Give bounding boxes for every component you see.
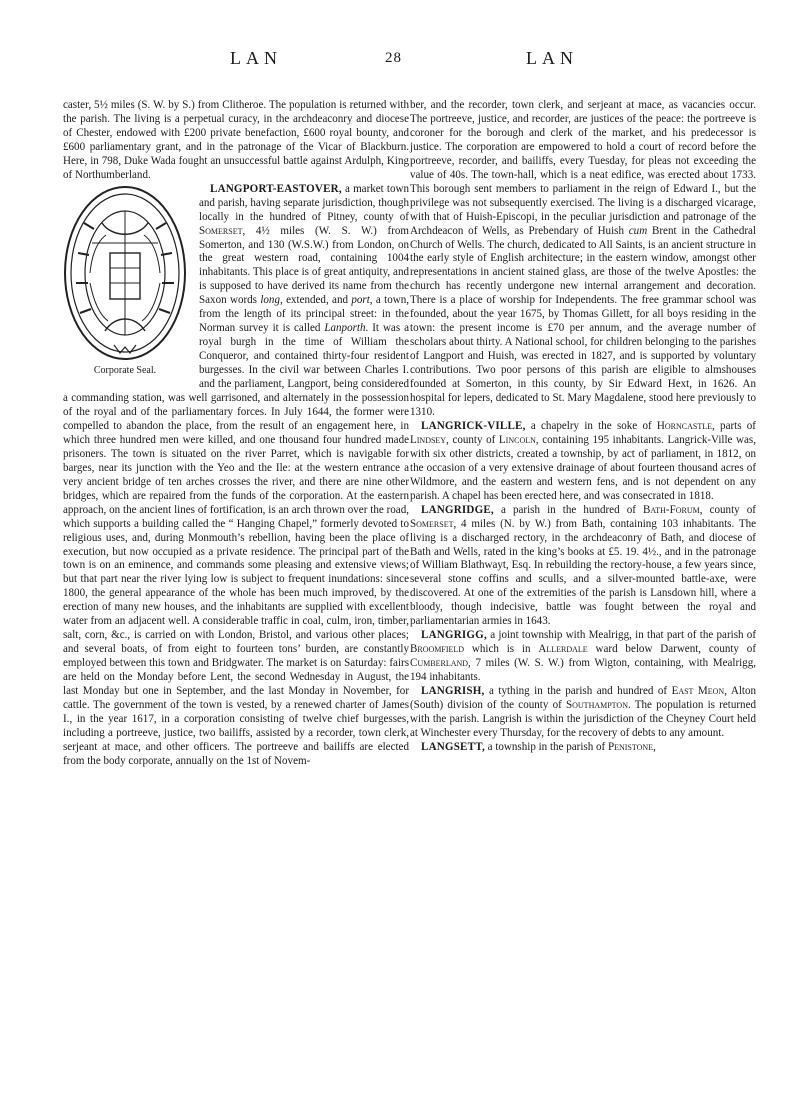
headword-langport: LANGPORT-EASTOVER,: [210, 182, 342, 195]
langport-continuation: ber, and the recorder, town clerk, and serjeant at mace, as vacancies occur. The portreeve, justice, and recorder, are justices of the peace: the portreeve is coroner for the borough and clerk of the market, and his predecessor is justice. The corporation are empowered to hold a court of record before the portreeve, recorder, and bailiffs, every Tuesday, for pleas not exceeding the value of 40s. The town-hall, which is a neat edifice, was erected about 1733. This borough sent members to parliament in the reign of Edward I., but the privilege was not subsequently exercised. The living is a discharged vicarage, with that of Huish-Episcopi, in the peculiar jurisdiction and patronage of the Archdeacon of Wells, as Prebendary of Huish cum Brent in the Cathedral Church of Wells. The church, dedicated to All Saints, is an ancient structure in the early style of English architecture; in the eastern window, amongst other representations in ancient stained glass, are those of the twelve Apostles: the church has recently undergone new internal arrangement and decoration. There is a place of worship for Independents. The free grammar school was founded, about the year 1675, by Thomas Gillett, for all boys residing in the town: the present income is £70 per annum, and the average number of scholars about thirty. A National school, for children belonging to the parishes of Langport and Huish, was erected in 1827, and is supported by voluntary contributions. Two poor persons of this parish are eligible to almshouses founded at Somerton, in this county, by Sir Edward Hext, in 1626. An hospital for lepers, dedicated to St. Mary Magdalene, stood here previously to 1310.: [410, 99, 756, 418]
left-column: [63, 99, 409, 769]
corporate-seal-figure: [59, 183, 191, 379]
entry-langrish: LANGRISH, a tything in the parish and hundred of East Meon, Alton (South) division of the county of Southampton. The population is returned with the parish. Langrish is within the jurisdiction of the Cheyney Court held at Winchester every Thursday, for the recovery of debts to any amount.: [410, 685, 757, 739]
entry-langridge: LANGRIDGE, a parish in the hundred of Bath-Forum, county of Somerset, 4 miles (N. by W.) from Bath, containing 103 inhabitants. The living is a discharged rectory, in the archdeaconry of Bath, and diocese of Bath and Wells, rated in the king’s books at £5. 19. 4½., and in the patronage of William Blathwayt, Esq. In rebuilding the rectory-house, a few years since, several stone coffins and sculls, and a silver-mounted battle-axe, were discovered. At one of the extremities of the parish is Lansdown hill, where a bloody, though indecisive, battle was fought between the royal and parliamentarian armies in 1643.: [410, 503, 756, 628]
headword-langsett: LANGSETT,: [421, 740, 485, 753]
page-number: 28: [385, 50, 402, 66]
headword-langridge: LANGRIDGE,: [421, 503, 494, 516]
headword-langrigg: LANGRIGG,: [421, 629, 487, 642]
entry-langport: LANGPORT-EASTOVER, a market town and parish, having separate jurisdiction, though locally in the hundred of Pitney, county of Somerset, 4½ miles (W. S. W.) from Somerton, and 130 (W.S.W.) from London, on the great western road, containing 1004 inhabitants. This place is of great antiquity, and is supposed to have derived its name from the Saxon words long, extended, and port, a town, from the length of its principal street: in the Norman survey it is called Lanporth. It was a royal burgh in the time of William the Conqueror, and contained thirty-four resident burgesses. In the civil war between Charles I. and the parliament, Langport, being considered a commanding station, was well garrisoned, and alternately in the possession of the royal and of the parliamentary forces. In July 1644, the former were compelled to abandon the place, from the result of an engagement here, in which three hundred men were killed, and one thousand four hundred made prisoners. The town is situated on the river Parret, which is navigable for barges, near its junction with the Yeo and the Ile: at the western entrance a very ancient bridge of ten arches crosses the river, and there are nine other bridges, which are repaired from the funds of the corporation. At the eastern approach, on the ancient lines of fortification, is an arch thrown over the road, which supports a building called the “ Hanging Chapel,” formerly devoted to religious uses, and, during Monmouth’s rebellion, having been the place of execution, but now occupied as a private residence. The principal part of the town is on an eminence, and commands some pleasing and extensive views; but that part near the river lying low is subject to frequent inundations: since 1800, the general appearance of the whole has been much improved, by the erection of many new houses, and the inhabitants are supplied with excellent water from an adjacent well. A considerable traffic in coal, culm, iron, timber, salt, corn, &c., is carried on with London, Bristol, and various other places; and several boats, of from eight to fourteen tons’ burden, are constantly employed between this town and Bridgwater. The market is on Saturday: fairs are held on the Monday before Lent, the second Wednesday in August, the last Monday but one in September, and the last Monday in November, for cattle. The government of the town is vested, by a renewed charter of James I., in the year 1617, in a corporation consisting of twelve chief burgesses, including a portreeve, justice, two bailiffs, assisted by a recorder, town clerk, serjeant at mace, and other officers. The portreeve and bailiffs are elected from the body corporate, annually on the 1st of Novem-: [63, 182, 409, 767]
running-head: [0, 48, 800, 74]
entry-langrigg: LANGRIGG, a joint township with Mealrigg, in that part of the parish of Broomfield which is in Allerdale ward below Darwent, county of Cumberland, 7 miles (W. S. W.) from Wigton, containing, with Mealrigg, 194 inhabitants.: [410, 629, 756, 684]
corporate-seal-icon: [62, 183, 188, 363]
running-head-left: LAN: [230, 48, 282, 68]
headword-langrish: LANGRISH,: [421, 685, 485, 698]
caster-paragraph: caster, 5½ miles (S. W. by S.) from Clitheroe. The population is returned with the parish. The living is a perpetual curacy, in the archdeaconry and diocese of Chester, endowed with £200 private benefaction, £600 royal bounty, and £600 parliamentary grant, and in the patronage of the Vicar of Blackburn. Here, in 798, Duke Wada fought an unsuccessful battle against Ardulph, King of Northumberland.: [63, 99, 409, 181]
entry-langsett: LANGSETT, a township in the parish of Penistone,: [421, 740, 656, 753]
headword-langrick-ville: LANGRICK-VILLE,: [421, 419, 526, 432]
entry-langrick-ville: LANGRICK-VILLE, a chapelry in the soke of Horncastle, parts of Lindsey, county of Lincoln, containing 195 inhabitants. Langrick-Ville was, with six other districts, created a township, by act of parliament, in 1812, on the occasion of a very extensive drainage of about fourteen thousand acres of Wildmore, and the eastern and western fens, and is not dependent on any parish. A chapel has been erected here, and was consecrated in 1818.: [410, 419, 756, 502]
seal-caption: Corporate Seal.: [93, 364, 157, 376]
running-head-right: LAN: [526, 48, 578, 68]
right-column: [410, 99, 756, 755]
